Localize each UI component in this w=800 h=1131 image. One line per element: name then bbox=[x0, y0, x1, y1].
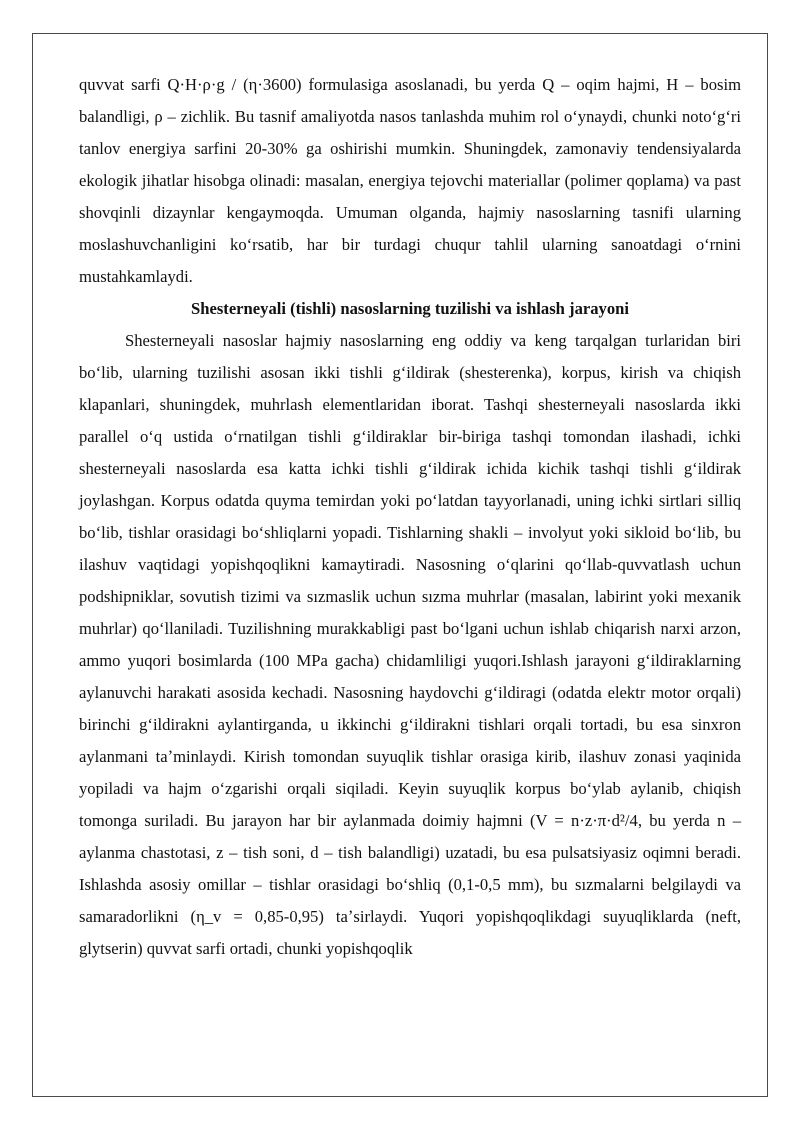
paragraph-gear-pumps: Shesterneyali nasoslar hajmiy nasoslarning eng oddiy va keng tarqalgan turlaridan biri boʻlib, ularning tuzilishi asosan ikki tishli gʻildirak (shesterenka), korpus, kirish va chiqish klapanlari, shuningdek, muhrlash elementlaridan iborat. Tashqi shesterneyali nasoslarda ikki parallel oʻq ustida oʻrnatilgan tishli gʻildiraklar bir-biriga tashqi tomondan ilashadi, ichki shesterneyali nasoslarda esa katta ichki tishli gʻildirak ichida kichik tashqi tishli gʻildirak joylashgan. Korpus odatda quyma temirdan yoki poʻlatdan tayyorlanadi, uning ichki sirtlari silliq boʻlib, tishlar orasidagi boʻshliqlarni yopadi. Tishlarning shakli – involyut yoki sikloid boʻlib, bu ilashuv vaqtidagi yopishqoqlikni kamaytiradi. Nasosning oʻqlarini qoʻllab-quvvatlash uchun podshipniklar, sovutish tizimi va sızmaslik uchun sızma muhrlar (masalan, labirint yoki mexanik muhrlar) qoʻllaniladi. Tuzilishning murakkabligi past boʻlgani uchun ishlab chiqarish narxi arzon, ammo yuqori bosimlarda (100 MPa gacha) chidamliligi yuqori.Ishlash jarayoni gʻildiraklarning aylanuvchi harakati asosida kechadi. Nasosning haydovchi gʻildiragi (odatda elektr motor orqali) birinchi gʻildirakni aylantirganda, u ikkinchi gʻildirakni tishlari orqali tortadi, bu esa sinxron aylanmani taʼminlaydi. Kirish tomondan suyuqlik tishlar orasiga kirib, ilashuv zonasi yaqinida yopiladi va hajm oʻzgarishi orqali siqiladi. Keyin suyuqlik korpus boʻylab aylanib, chiqish tomonga suriladi. Bu jarayon har bir aylanmada doimiy hajmni (V = n·z·π·d²/4, bu yerda n – aylanma chastotasi, z – tish soni, d – tish balandligi) uzatadi, bu esa pulsatsiyasiz oqimni beradi. Ishlashda asosiy omillar – tishlar orasidagi boʻshliq (0,1-0,5 mm), bu sızmalarni belgilaydi va samaradorlikni (η_v = 0,85-0,95) taʼsirlaydi. Yuqori yopishqoqlikdagi suyuqliklarda (neft, glytserin) quvvat sarfi ortadi, chunki yopishqoqlik bbox=[79, 331, 741, 958]
document-body bbox=[79, 69, 741, 965]
paragraph-continuation: quvvat sarfi Q·H·ρ·g / (η·3600) formulasiga asoslanadi, bu yerda Q – oqim hajmi, H – bosim balandligi, ρ – zichlik. Bu tasnif amaliyotda nasos tanlashda muhim rol oʻynaydi, chunki notoʻgʻri tanlov energiya sarfini 20-30% ga oshirishi mumkin. Shuningdek, zamonaviy tendensiyalarda ekologik jihatlar hisobga olinadi: masalan, energiya tejovchi materiallar (polimer qoplama) va past shovqinli dizaynlar kengaymoqda. Umuman olganda, hajmiy nasoslarning tasnifi ularning moslashuvchanligini koʻrsatib, har bir turdagi chuqur tahlil ularning sanoatdagi oʻrnini mustahkamlaydi. bbox=[79, 75, 741, 286]
section-heading: Shesterneyali (tishli) nasoslarning tuzilishi va ishlash jarayoni bbox=[191, 299, 629, 318]
